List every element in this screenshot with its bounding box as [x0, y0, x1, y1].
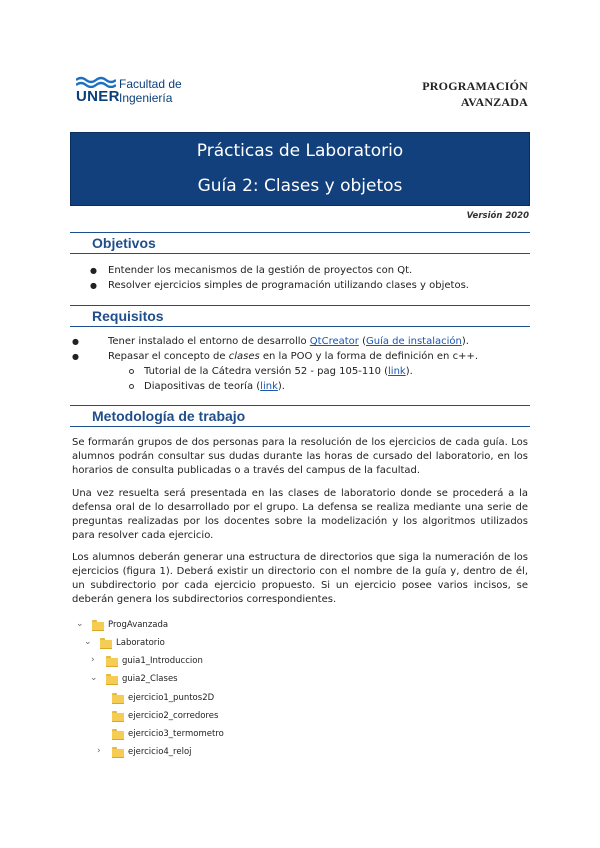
logo-faculty-text: Facultad de Ingeniería — [119, 77, 182, 105]
course-title: PROGRAMACIÓN AVANZADA — [422, 79, 528, 109]
folder-icon — [92, 620, 104, 631]
section-title: Objetivos — [92, 235, 156, 251]
qtcreator-link[interactable]: QtCreator — [309, 336, 359, 347]
wave-logo-icon — [76, 76, 116, 88]
version-label: Versión 2020 — [466, 211, 529, 221]
logo-uner-text: UNER — [76, 88, 120, 105]
section-title: Requisitos — [92, 308, 164, 324]
slides-link[interactable]: link — [260, 381, 278, 392]
list-item: Entender los mecanismos de la gestión de proyectos con Qt. — [108, 265, 413, 276]
list-item: Diapositivas de teoría (link). — [144, 381, 285, 392]
chevron-down-icon[interactable]: ⌄ — [90, 673, 98, 683]
circle-bullet-icon — [129, 384, 134, 389]
paragraph: Los alumnos deberán generar una estructura de directorios que siga la numeración de los ejercicios (figura 1). Deberá existir un directorio con el nombre de la guía y, dentro de él, un subdirectorio por cada ejercicio propuesto. Si un ejercicio posee varios incisos, se deberán genera los subdirectorios correspondientes. — [72, 552, 528, 605]
circle-bullet-icon — [129, 369, 134, 374]
chevron-down-icon[interactable]: ⌄ — [84, 637, 92, 647]
paragraph: Una vez resuelta será presentada en las clases de laboratorio donde se procederá a la defensa oral de lo desarrollado por el grupo. La defensa se realiza mediante una serie de preguntas realizadas por los docentes sobre la modelización y los algoritmos utilizados para resolver cada ejercicio. — [72, 488, 528, 541]
list-item: Resolver ejercicios simples de programación utilizando clases y objetos. — [108, 280, 469, 291]
list-item: Repasar el concepto de clases en la POO y la forma de definición en c++. — [108, 351, 478, 362]
bullet-icon: ● — [72, 337, 79, 346]
folder-icon — [112, 711, 124, 722]
folder-tree-figure: ⌄ ProgAvanzada ⌄ Laboratorio › guia1_Introduccion ⌄ guia2_Clases ejercicio1_puntos2D ejercicio2_corredores ejercicio3_termometro › ejercicio4_reloj — [76, 619, 224, 757]
title-banner — [70, 132, 530, 206]
folder-icon — [112, 747, 124, 758]
folder-icon — [112, 693, 124, 704]
folder-icon — [100, 638, 112, 649]
list-item: Tutorial de la Cátedra versión 52 - pag 105-110 (link). — [144, 366, 413, 377]
tutorial-link[interactable]: link — [388, 366, 406, 377]
folder-icon — [112, 729, 124, 740]
paragraph: Se formarán grupos de dos personas para la resolución de los ejercicios de cada guía. Los alumnos podrán consultar sus dudas durante las horas de cursado del laboratorio, en los horarios de consulta publicadas o a través del campus de la facultad. — [72, 437, 528, 476]
chevron-down-icon[interactable]: ⌄ — [76, 619, 84, 629]
banner-title: Prácticas de Laboratorio — [196, 141, 404, 161]
section-title: Metodología de trabajo — [92, 408, 246, 424]
folder-icon — [106, 656, 118, 667]
banner-subtitle: Guía 2: Clases y objetos — [197, 176, 403, 196]
chevron-right-icon[interactable]: › — [91, 655, 95, 665]
faculty-logo — [76, 76, 196, 110]
install-guide-link[interactable]: Guía de instalación — [366, 336, 462, 347]
section-objetivos — [70, 232, 530, 254]
list-item: Tener instalado el entorno de desarrollo QtCreator (Guía de instalación). — [108, 336, 469, 347]
folder-icon — [106, 674, 118, 685]
section-requisitos — [70, 305, 530, 327]
bullet-icon: ● — [90, 281, 97, 290]
bullet-icon: ● — [90, 266, 97, 275]
section-metodologia — [70, 405, 530, 427]
chevron-right-icon[interactable]: › — [97, 746, 101, 756]
bullet-icon: ● — [72, 352, 79, 361]
